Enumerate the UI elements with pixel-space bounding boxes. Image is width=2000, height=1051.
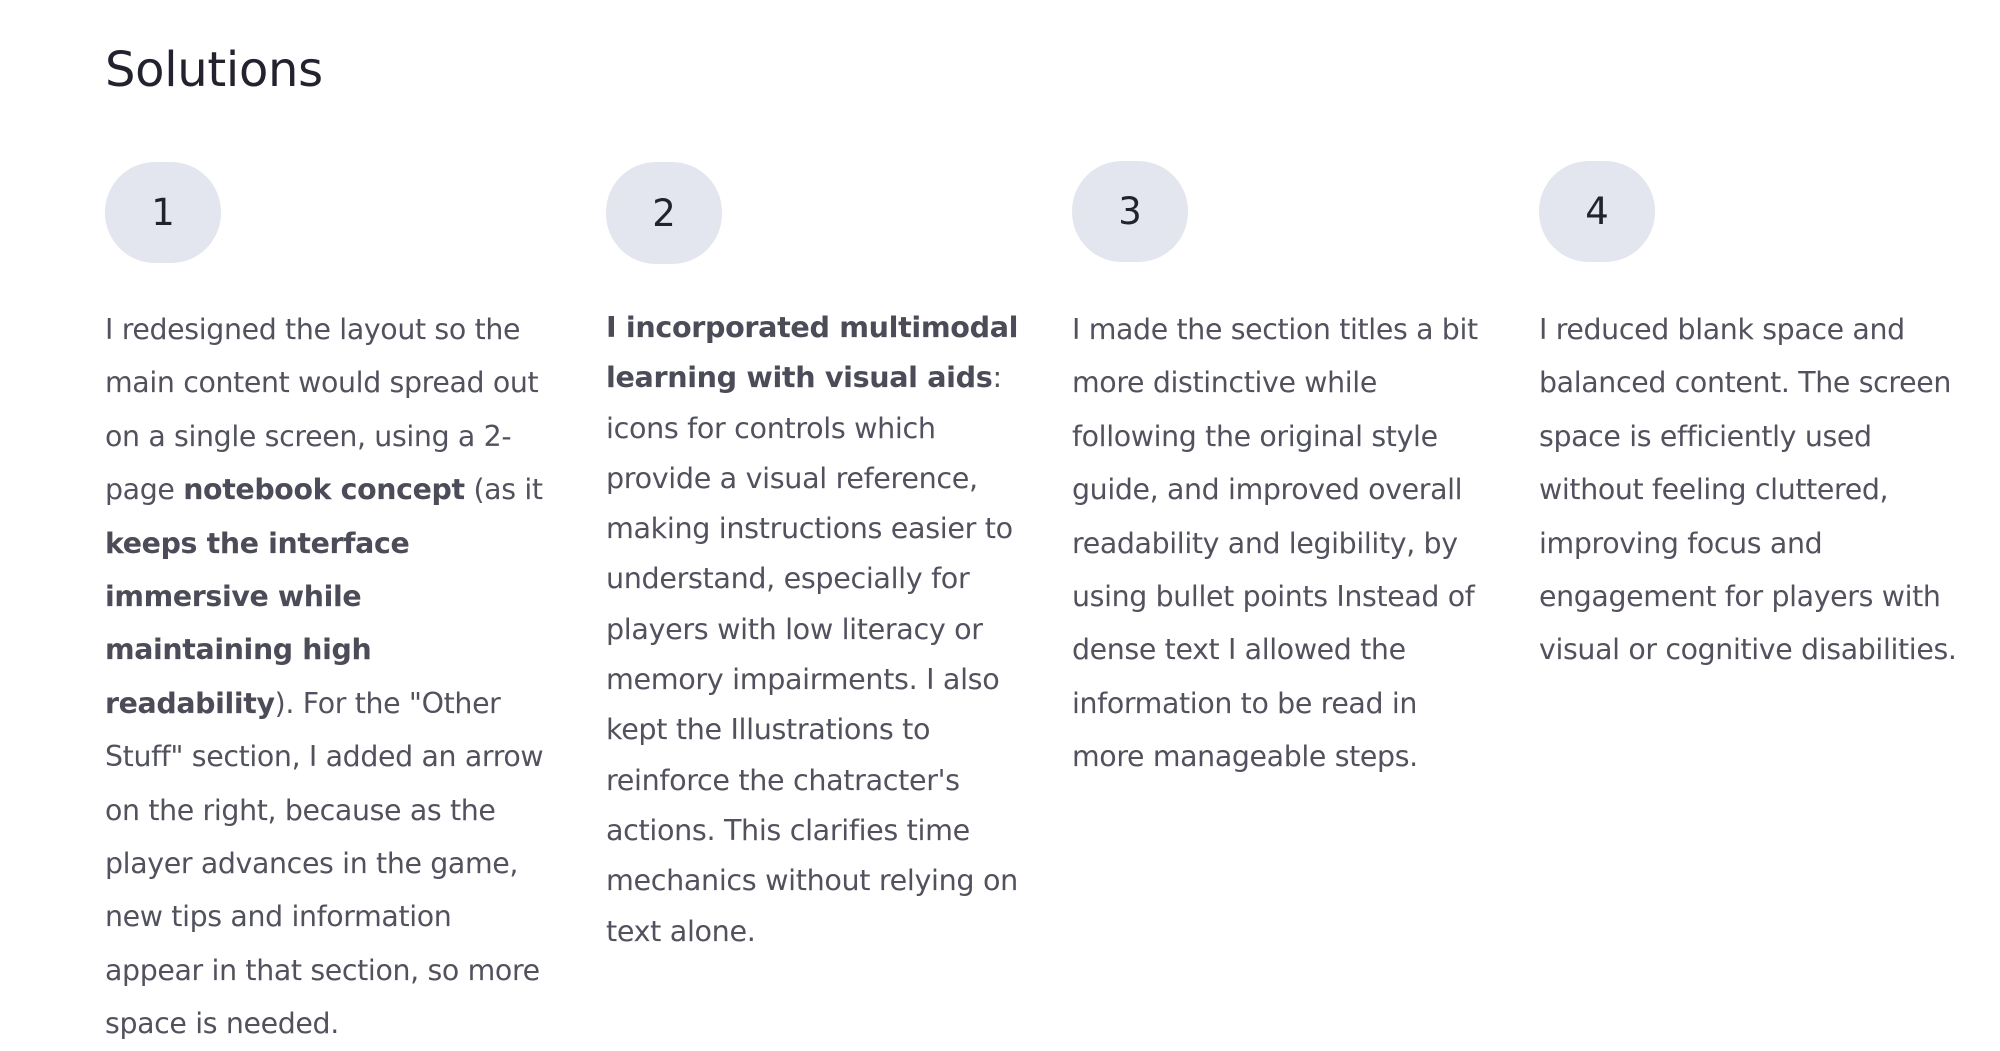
- step-number-badge: 4: [1539, 161, 1655, 262]
- solution-item-4: [1539, 162, 1959, 677]
- bold-segment: I incorporated multimodal learning with visual aids: [606, 310, 1019, 395]
- step-number-badge: 1: [105, 162, 221, 263]
- solution-item-2: [606, 162, 1026, 956]
- solution-description: [1539, 303, 1959, 677]
- text-segment: ). For the "Other Stuff" section, I added an arrow on the right, because as the player advances in the game, new tips and information appear in that section, so more space is needed.: [105, 686, 544, 1041]
- text-segment: (as it: [464, 473, 543, 507]
- text-segment: : icons for controls which provide a visual reference, making instructions easier to understand, especially for players with low literacy or memory impairments. I also kept the Illustrations to reinforce the chatracter's actions. This clarifies time mechanics without relying on text alone.: [606, 360, 1018, 948]
- step-number-badge: 2: [606, 162, 722, 264]
- page-title: Solutions: [105, 42, 323, 98]
- text-segment: I redesigned the layout so the main content would spread out on a single screen, using a 2-page: [105, 313, 539, 507]
- text-segment: I reduced blank space and balanced content. The screen space is efficiently used without feeling cluttered, improving focus and engagement for players with visual or cognitive disabilities.: [1539, 313, 1957, 667]
- solution-item-1: [105, 162, 545, 1051]
- solution-description: [105, 303, 545, 1051]
- bold-segment: keeps the interface immersive while maintaining high readability: [105, 526, 410, 720]
- step-number-badge: 3: [1072, 161, 1188, 262]
- solution-item-3: [1072, 162, 1492, 784]
- text-segment: I made the section titles a bit more distinctive while following the original style guide, and improved overall readability and legibility, by using bullet points Instead of dense text I allowed the information to be read in more manageable steps.: [1072, 313, 1478, 774]
- bold-segment: notebook concept: [183, 473, 465, 507]
- solution-description: [1072, 303, 1492, 784]
- solution-description: [606, 302, 1026, 956]
